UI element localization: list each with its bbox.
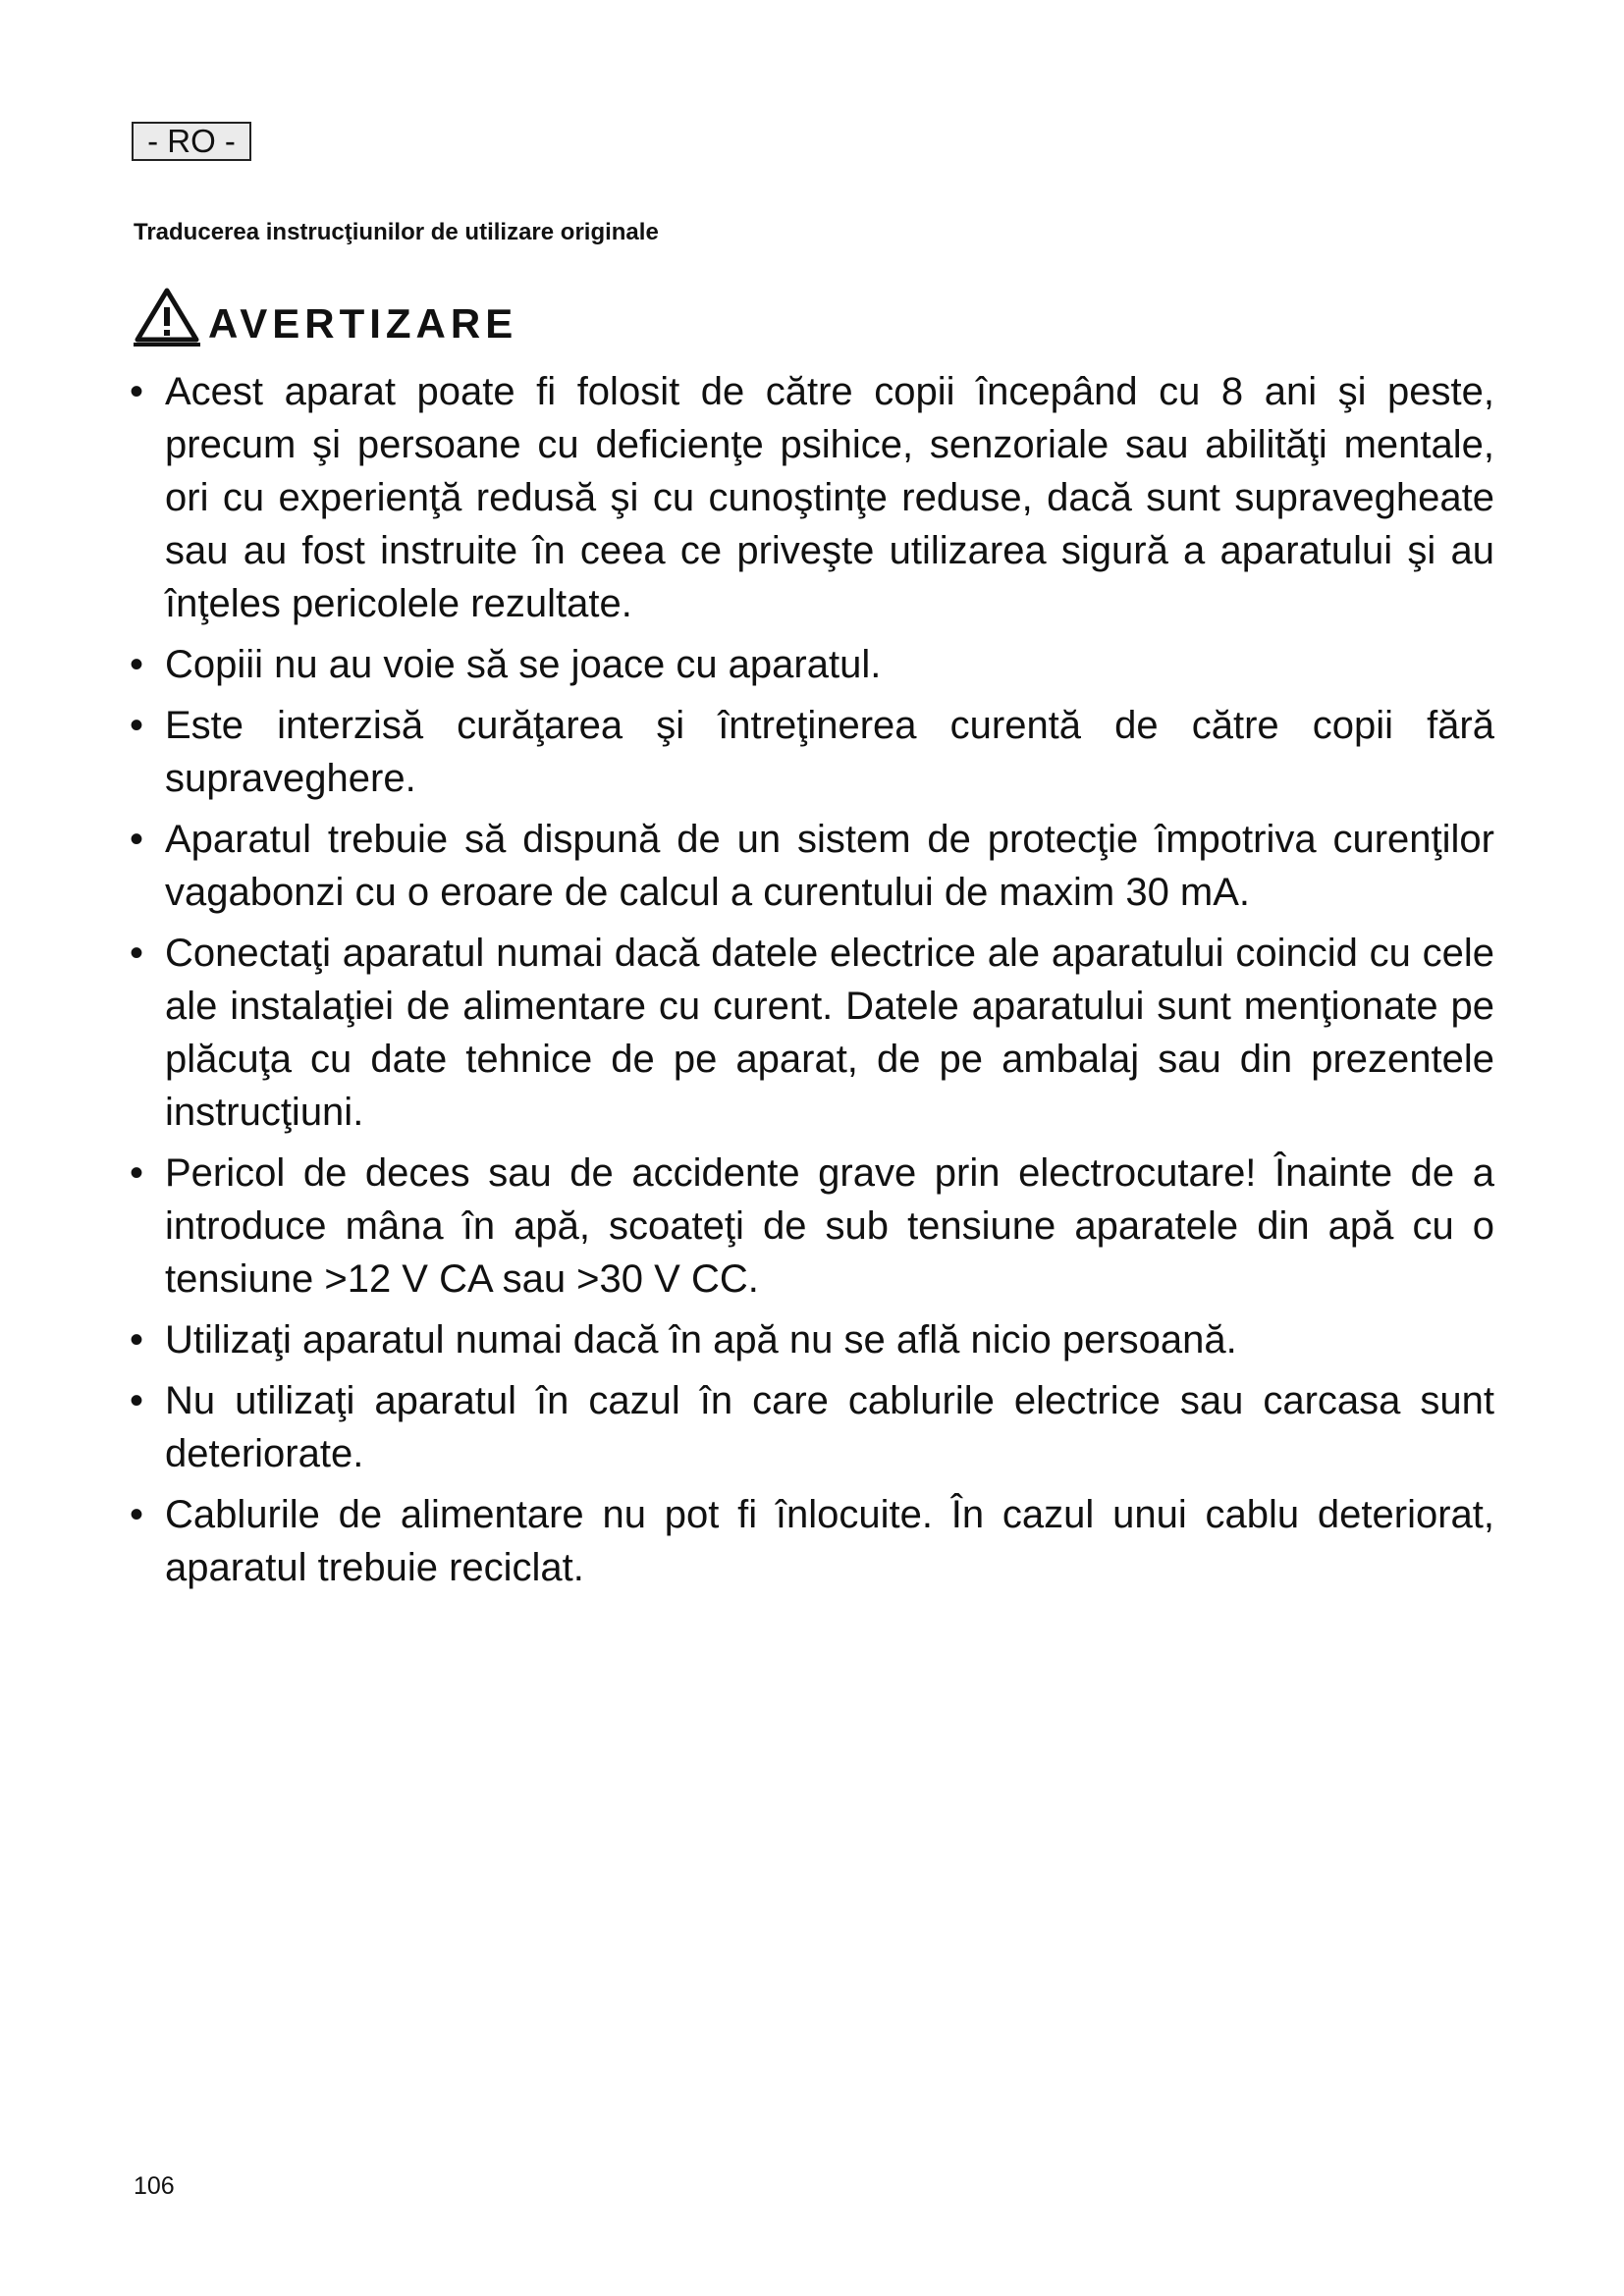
warning-item <box>130 365 1494 630</box>
bullet: • <box>130 643 144 686</box>
warning-item-text: Utilizaţi aparatul numai dacă în apă nu se află nicio persoană. <box>165 1318 1237 1362</box>
warning-item-text: Conectaţi aparatul numai dacă datele electrice ale aparatului coincid cu cele ale instalaţiei de alimentare cu curent. Datele aparatului sunt menţionate pe plăcuţa cu date tehnice de pe aparat, de pe ambalaj sau din prezentele instrucţiuni. <box>165 932 1494 1134</box>
warning-item-text: Pericol de deces sau de accidente grave prin electrocutare! Înainte de a introduce mâna în apă, scoateţi de sub tensiune aparatele din apă cu o tensiune >12 V CA sau >30 V CC. <box>165 1151 1494 1301</box>
warning-item <box>130 638 1494 691</box>
warning-title: AVERTIZARE <box>208 300 518 347</box>
warning-triangle-icon <box>132 286 202 348</box>
warning-item-text: Copiii nu au voie să se joace cu aparatul. <box>165 643 882 686</box>
bullet: • <box>130 704 144 747</box>
warning-item-text: Nu utilizaţi aparatul în cazul în care cablurile electrice sau carcasa sunt deteriorate. <box>165 1379 1494 1475</box>
bullet: • <box>130 818 144 861</box>
page-number: 106 <box>134 2172 175 2200</box>
warning-item <box>130 1374 1494 1480</box>
warning-item <box>130 927 1494 1139</box>
warning-heading <box>132 283 517 351</box>
document-subtitle: Traducerea instrucţiunilor de utilizare originale <box>134 219 659 245</box>
bullet: • <box>130 1318 144 1362</box>
bullet: • <box>130 1493 144 1536</box>
warning-item <box>130 1147 1494 1306</box>
warning-list <box>130 365 1494 1602</box>
warning-item <box>130 1313 1494 1366</box>
warning-item <box>130 813 1494 919</box>
warning-item-text: Acest aparat poate fi folosit de către copii începând cu 8 ani şi peste, precum şi persoane cu deficienţe psihice, senzoriale sau abilităţi mentale, ori cu experienţă redusă şi cu cunoştinţe reduse, dacă sunt supravegheate sau au fost instruite în ceea ce priveşte utilizarea sigură a aparatului şi au înţeles pericolele rezultate. <box>165 370 1494 625</box>
bullet: • <box>130 370 144 413</box>
bullet: • <box>130 1151 144 1195</box>
language-tag: - RO - <box>132 122 251 161</box>
warning-item <box>130 699 1494 805</box>
bullet: • <box>130 932 144 975</box>
bullet: • <box>130 1379 144 1422</box>
warning-item <box>130 1488 1494 1594</box>
warning-item-text: Cablurile de alimentare nu pot fi înlocuite. În cazul unui cablu deteriorat, aparatul trebuie reciclat. <box>165 1493 1494 1589</box>
warning-item-text: Este interzisă curăţarea şi întreţinerea curentă de către copii fără supraveghere. <box>165 704 1494 800</box>
warning-item-text: Aparatul trebuie să dispună de un sistem de protecţie împotriva curenţilor vagabonzi cu o eroare de calcul a curentului de maxim 30 mA. <box>165 818 1494 914</box>
